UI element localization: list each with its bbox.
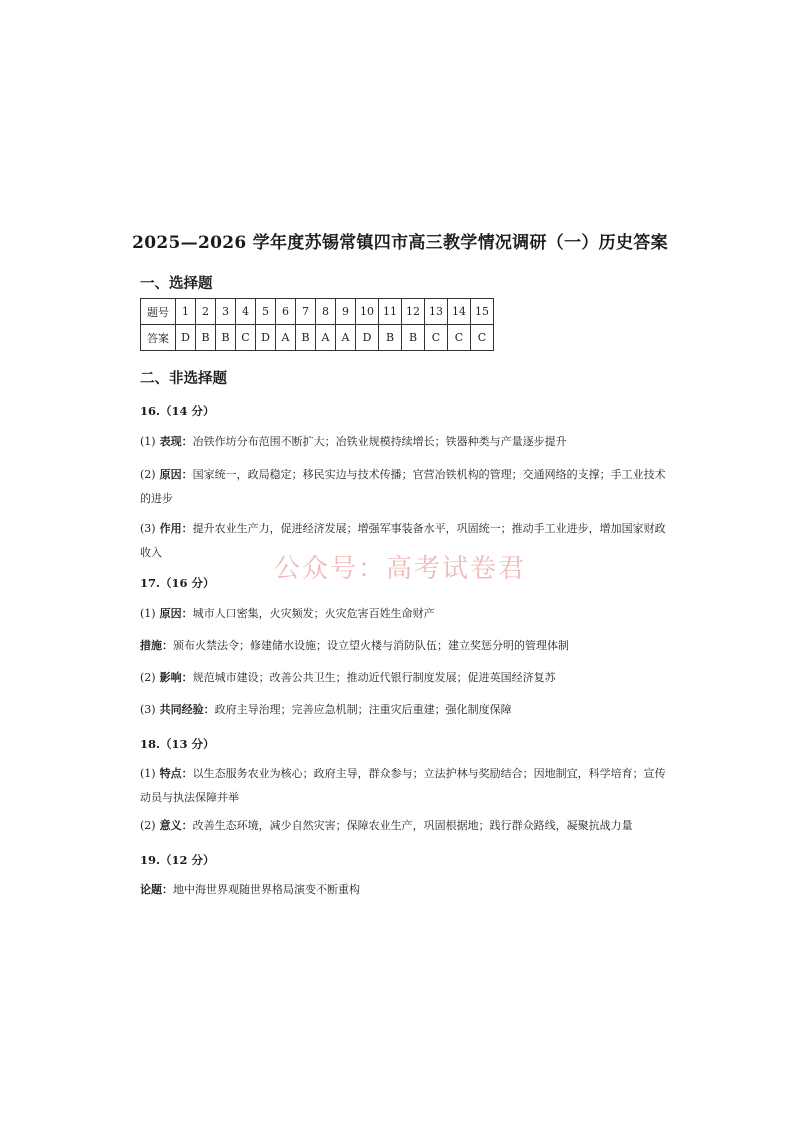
table-cell: C (425, 325, 448, 351)
table-cell: A (336, 325, 356, 351)
table-cell: 12 (402, 299, 425, 325)
part-label: 影响： (159, 671, 193, 684)
table-cell: D (256, 325, 276, 351)
section-heading-choice: 一、选择题 (140, 276, 213, 292)
table-cell: B (196, 325, 216, 351)
part-text: 冶铁作坊分布范围不断扩大；冶铁业规模持续增长；铁器种类与产量逐步提升 (192, 435, 567, 448)
section-heading-non-choice: 二、非选择题 (140, 371, 227, 387)
table-cell: 4 (236, 299, 256, 325)
part-text: 以生态服务农业为核心；政府主导，群众参与；立法护林与奖励结合；因地制宜，科学培育；宣传动员与执法保障并举 (140, 767, 666, 804)
part-text: 颁布火禁法令；修建储水设施；设立望火楼与消防队伍；建立奖惩分明的管理体制 (173, 639, 569, 652)
table-cell: 1 (176, 299, 196, 325)
part-number: (2) (140, 468, 156, 481)
part-label: 原因： (159, 607, 193, 620)
part-label: 特点： (159, 767, 193, 780)
table-cell: 14 (448, 299, 471, 325)
part-label: 原因： (159, 468, 193, 481)
watermark-text: 公众号：高考试卷君 (273, 554, 526, 584)
q16-part2 (140, 463, 670, 511)
table-cell: 3 (216, 299, 236, 325)
part-number: (1) (140, 607, 156, 620)
part-number: (1) (140, 767, 156, 780)
table-cell: 15 (471, 299, 494, 325)
table-cell: 9 (336, 299, 356, 325)
q16-part1 (140, 430, 670, 454)
table-cell: B (402, 325, 425, 351)
part-number: (2) (140, 671, 156, 684)
part-number: (3) (140, 522, 156, 535)
part-number: (3) (140, 703, 156, 716)
table-cell: C (471, 325, 494, 351)
page-title: 2025—2026 学年度苏锡常镇四市高三教学情况调研（一）历史答案 (132, 233, 668, 253)
part-text: 政府主导治理；完善应急机制；注重灾后重建；强化制度保障 (214, 703, 512, 716)
table-cell: 11 (379, 299, 402, 325)
q17-measures (140, 634, 670, 658)
part-text: 提升农业生产力，促进经济发展；增强军事装备水平，巩固统一；推动手工业进步，增加国家财政收入 (140, 522, 666, 559)
table-row-label: 答案 (141, 325, 176, 351)
part-text: 改善生态环境，减少自然灾害；保障农业生产，巩固根据地；践行群众路线，凝聚抗战力量 (192, 819, 633, 832)
table-row-label: 题号 (141, 299, 176, 325)
part-number: (1) (140, 435, 156, 448)
part-label: 措施： (140, 639, 173, 652)
q17-part3 (140, 698, 670, 722)
answer-table (140, 298, 494, 351)
question-17-heading: 17.（16 分） (140, 576, 215, 590)
table-cell: A (276, 325, 296, 351)
table-cell: B (379, 325, 402, 351)
part-label: 意义： (159, 819, 193, 832)
part-text: 国家统一，政局稳定；移民实边与技术传播；官营冶铁机构的管理；交通网络的支撑；手工业技术的进步 (140, 468, 666, 505)
table-row-numbers (141, 299, 494, 325)
question-18-heading: 18.（13 分） (140, 737, 215, 751)
table-cell: C (236, 325, 256, 351)
table-cell: 10 (356, 299, 379, 325)
table-cell: 5 (256, 299, 276, 325)
table-row-answers (141, 325, 494, 351)
table-cell: 8 (316, 299, 336, 325)
table-cell: D (356, 325, 379, 351)
table-cell: A (316, 325, 336, 351)
q19-thesis (140, 878, 670, 902)
q17-part1 (140, 602, 670, 626)
q18-part2 (140, 814, 670, 838)
table-cell: 13 (425, 299, 448, 325)
part-text: 城市人口密集，火灾频发；火灾危害百姓生命财产 (192, 607, 435, 620)
part-text: 规范城市建设；改善公共卫生；推动近代银行制度发展；促进英国经济复苏 (192, 671, 556, 684)
part-text: 地中海世界观随世界格局演变不断重构 (173, 883, 360, 896)
table-cell: B (216, 325, 236, 351)
part-label: 共同经验： (159, 703, 215, 716)
part-label: 论题： (140, 883, 173, 896)
table-cell: 2 (196, 299, 216, 325)
q17-part2 (140, 666, 670, 690)
question-16-heading: 16.（14 分） (140, 404, 215, 418)
table-cell: 6 (276, 299, 296, 325)
table-cell: B (296, 325, 316, 351)
table-cell: D (176, 325, 196, 351)
part-number: (2) (140, 819, 156, 832)
part-label: 表现： (159, 435, 193, 448)
q18-part1 (140, 762, 670, 810)
table-cell: C (448, 325, 471, 351)
table-cell: 7 (296, 299, 316, 325)
question-19-heading: 19.（12 分） (140, 853, 215, 867)
part-label: 作用： (159, 522, 193, 535)
